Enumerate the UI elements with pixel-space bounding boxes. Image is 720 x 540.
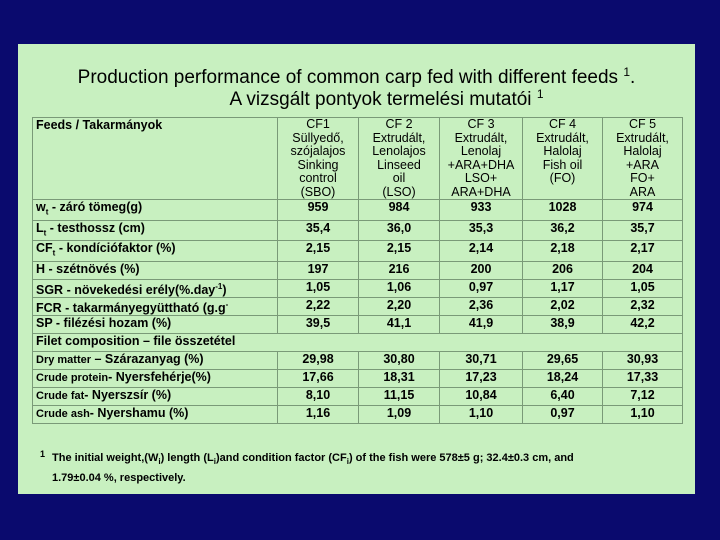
slide: [18, 44, 695, 494]
footnote-mark: 1: [40, 449, 46, 459]
row-description-tail: ): [222, 282, 227, 297]
column-header-cf3: [440, 118, 523, 200]
section-label: Filet composition – file összetétel: [33, 333, 683, 351]
header-label: Feeds / Takarmányok: [33, 118, 278, 200]
row-description: - növekedési erély(%.day: [63, 282, 216, 297]
table-cell: 0,97: [523, 405, 603, 423]
composition-row: [33, 369, 683, 387]
footnote-line-1: The initial $weight,(W_i)$ length $(L_i)and$ condition factor $(CF_i)$ of the fish were 578±5 g; 32.4±0.3 cm, and: [52, 452, 574, 467]
table-cell: 18,24: [523, 369, 603, 387]
column-header-line: Halolaj: [543, 144, 582, 158]
composition-row: [33, 387, 683, 405]
table-cell: 2,17: [603, 241, 683, 262]
composition-label-hu: – Szárazanyag (%): [91, 351, 204, 366]
composition-label-hu: - Nyershamu (%): [89, 405, 189, 420]
table-cell: 2,02: [523, 297, 603, 315]
column-header-line: control: [299, 171, 337, 185]
section-row: [33, 333, 683, 351]
table-cell: 1,05: [278, 279, 359, 297]
composition-label: [33, 369, 278, 387]
table-cell: 11,15: [359, 387, 440, 405]
row-label: [33, 200, 278, 221]
row-label: [33, 241, 278, 262]
table-cell: 30,71: [440, 351, 523, 369]
row-symbol-subscript: t: [52, 248, 56, 258]
table-cell: 7,12: [603, 387, 683, 405]
row-symbol-subscript: t: [43, 228, 47, 237]
table-cell: 1028: [523, 200, 603, 221]
table-cell: 959: [278, 200, 359, 221]
table-row: [33, 200, 683, 221]
column-header-line: CF 4: [548, 117, 577, 131]
table-cell: 6,40: [523, 387, 603, 405]
column-header-line: Linseed: [377, 157, 421, 172]
composition-label: [33, 405, 278, 423]
table-row: [33, 261, 683, 279]
table-cell: 8,10: [278, 387, 359, 405]
table-cell: 17,23: [440, 369, 523, 387]
table-cell: 2,36: [440, 297, 523, 315]
composition-label-en: Dry matter: [36, 353, 92, 366]
table-cell: 2,15: [278, 241, 359, 262]
table-cell: 216: [359, 261, 440, 279]
row-description: - testhossz (cm): [46, 220, 145, 235]
column-header-line: Extrudált,: [616, 130, 669, 145]
table-row: [33, 220, 683, 241]
title-hungarian: A vizsgált pontyok termelési mutatói $^1$: [229, 87, 544, 110]
table-cell: 38,9: [523, 315, 603, 333]
column-header-line: Fish oil: [542, 157, 583, 172]
composition-label-hu: - Nyerszsír (%): [84, 387, 172, 402]
composition-row: [33, 405, 683, 423]
column-header-line: Extrudált,: [372, 130, 426, 145]
composition-row: [33, 351, 683, 369]
column-header-line: +ARA+DHA: [447, 157, 515, 172]
title-footnote-mark: 1: [623, 65, 631, 79]
row-symbol-subscript: t: [45, 207, 49, 217]
column-header-line: LSO+: [464, 171, 498, 185]
table-cell: 29,98: [278, 351, 359, 369]
column-header-cf4: [523, 118, 603, 200]
table-cell: 2,18: [523, 241, 603, 262]
table-cell: 18,31: [359, 369, 440, 387]
row-description: - filézési hozam (%): [52, 315, 172, 330]
table-cell: 1,10: [603, 405, 683, 423]
table-cell: 204: [603, 261, 683, 279]
table-row: [33, 297, 683, 315]
table-cell: 36,2: [523, 220, 603, 241]
row-label: [33, 315, 278, 333]
column-header-line: Lenolaj: [460, 144, 502, 158]
composition-label-en: Crude ash: [36, 407, 90, 420]
table-cell: 29,65: [523, 351, 603, 369]
table-cell: 974: [603, 200, 683, 221]
title-english: Production performance of common carp fed with different feeds $^1$.: [77, 65, 636, 88]
table-cell: 1,06: [359, 279, 440, 297]
table-cell: 41,9: [440, 315, 523, 333]
row-description: - záró tömeg(g): [48, 200, 143, 214]
composition-label: [33, 387, 278, 405]
column-header-line: Extrudált,: [454, 130, 508, 145]
composition-label-en: Crude fat: [36, 389, 85, 402]
table-cell: 42,2: [603, 315, 683, 333]
table-cell: 200: [440, 261, 523, 279]
column-header-line: +ARA: [625, 157, 659, 172]
row-superscript: -: [225, 299, 229, 309]
table-cell: 933: [440, 200, 523, 221]
column-header-line: CF 3: [467, 117, 495, 131]
column-header-line: Halolaj: [623, 144, 662, 158]
table-cell: 30,80: [359, 351, 440, 369]
column-header-line: CF1: [306, 117, 330, 131]
table-cell: 197: [278, 261, 359, 279]
table-cell: 0,97: [440, 279, 523, 297]
title-footnote-mark: 1: [536, 87, 544, 101]
table-cell: 2,32: [603, 297, 683, 315]
column-header-line: FO+: [630, 171, 655, 185]
column-header-cf2: [359, 118, 440, 200]
column-header-line: Süllyedő,: [292, 130, 344, 145]
composition-label-hu: - Nyersfehérje(%): [108, 369, 211, 384]
table-cell: 1,09: [359, 405, 440, 423]
table-cell: 1,10: [440, 405, 523, 423]
column-header-line: ARA: [629, 184, 656, 199]
table-cell: 35,3: [440, 220, 523, 241]
column-header-cf1: [278, 118, 359, 200]
performance-table: [32, 117, 683, 424]
table-header-row: [33, 118, 683, 200]
row-symbol: L: [36, 220, 44, 235]
column-header-line: CF 2: [385, 117, 413, 131]
row-symbol: CF: [36, 241, 53, 255]
table-cell: 35,4: [278, 220, 359, 241]
composition-label-en: Crude protein: [36, 371, 109, 384]
table-cell: 1,05: [603, 279, 683, 297]
table-cell: 36,0: [359, 220, 440, 241]
footnote: [40, 449, 682, 486]
column-header-line: CF 5: [628, 117, 657, 131]
table-cell: 2,20: [359, 297, 440, 315]
column-header-line: Sinking: [297, 157, 339, 172]
table-body: [33, 118, 683, 424]
footnote-line-2: 1.79±0.04 %, respectively.: [52, 472, 186, 485]
column-header-line: Lenolajos: [372, 144, 426, 158]
row-symbol: SP: [36, 315, 53, 330]
row-symbol: w: [36, 200, 46, 214]
row-symbol: SGR: [36, 282, 64, 297]
column-header-line: oil: [392, 171, 406, 185]
row-description: - kondíciófaktor (%): [55, 241, 176, 255]
table-cell: 30,93: [603, 351, 683, 369]
table-cell: 17,66: [278, 369, 359, 387]
table-row: [33, 315, 683, 333]
row-superscript: -1: [215, 281, 223, 291]
table-cell: 39,5: [278, 315, 359, 333]
row-description: - szétnövés (%): [45, 261, 140, 276]
table-cell: 10,84: [440, 387, 523, 405]
column-header-cf5: [603, 118, 683, 200]
table-cell: 1,17: [523, 279, 603, 297]
row-label: [33, 220, 278, 241]
table-cell: 2,22: [278, 297, 359, 315]
table-cell: 984: [359, 200, 440, 221]
table-cell: 17,33: [603, 369, 683, 387]
row-label: [33, 297, 278, 315]
table-row: [33, 279, 683, 297]
row-symbol: FCR: [36, 300, 62, 315]
row-label: [33, 261, 278, 279]
column-header-line: Extrudált,: [536, 130, 589, 145]
row-symbol: H: [36, 261, 46, 276]
table-cell: 2,14: [440, 241, 523, 262]
table-cell: 1,16: [278, 405, 359, 423]
table-cell: 2,15: [359, 241, 440, 262]
column-header-line: szójalajos: [290, 144, 346, 158]
column-header-line: (SBO): [300, 184, 336, 199]
column-header-line: (FO): [549, 171, 576, 185]
column-header-line: ARA+DHA: [451, 184, 511, 199]
table-row: [33, 241, 683, 262]
row-description: - takarmányegyüttható (g.g: [61, 300, 226, 315]
table-cell: 41,1: [359, 315, 440, 333]
row-label: [33, 279, 278, 297]
composition-label: [33, 351, 278, 369]
table-cell: 35,7: [603, 220, 683, 241]
column-header-line: (LSO): [382, 184, 416, 199]
column-header-line: [525, 186, 600, 200]
table-cell: 206: [523, 261, 603, 279]
